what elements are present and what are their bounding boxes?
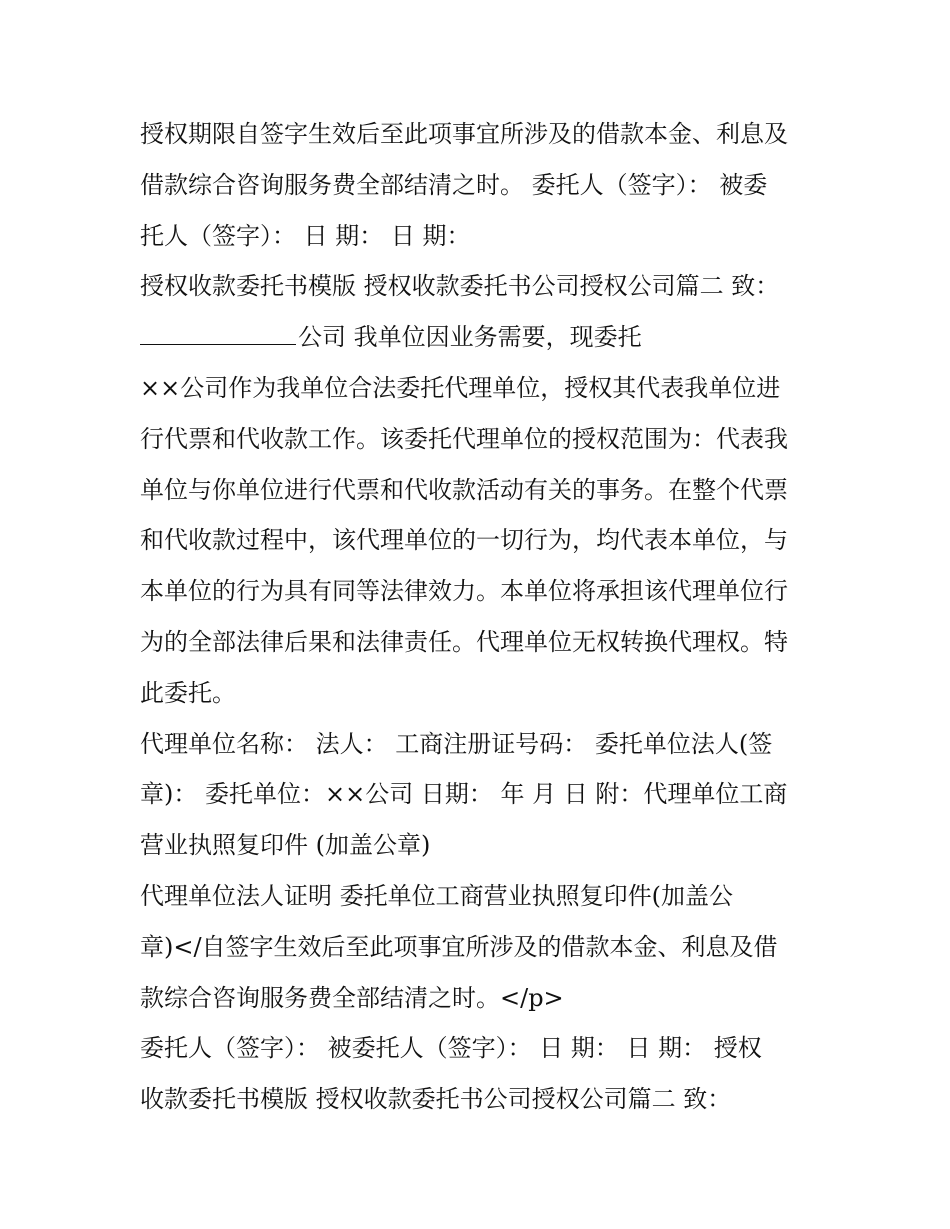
text-line: 授权期限自签字生效后至此项事宜所涉及的借款本金、利息及 (140, 120, 788, 148)
blank-fill-line (140, 318, 296, 345)
paragraph-closing (140, 1023, 820, 1125)
text-line: 款综合咨询服务费全部结清之时。</p> (140, 983, 564, 1012)
text-line: 此委托。 (140, 678, 236, 707)
text-line: 代理单位名称： 法人： 工商注册证号码： 委托单位法人(签 (140, 729, 773, 758)
text-line: 授权收款委托书模版 授权收款委托书公司授权公司篇二 致： (140, 272, 780, 301)
text-line: 单位与你单位进行代票和代收款活动有关的事务。在整个代票 (140, 475, 788, 504)
paragraph-signature-fields (140, 719, 820, 871)
document-body (140, 109, 820, 1125)
text-line: 为的全部法律后果和法律责任。代理单位无权转换代理权。特 (140, 627, 788, 656)
text-line: 委托人（签字）： 被委托人（签字）： 日 期： 日 期： 授权 (140, 1034, 762, 1063)
text-line: 和代收款过程中，该代理单位的一切行为，均代表本单位，与 (140, 526, 788, 555)
paragraph-authorization-scope (140, 363, 820, 719)
text-line: 本单位的行为具有同等法律效力。本单位将承担该代理单位行 (140, 577, 788, 606)
text-line: 营业执照复印件 (加盖公章) (140, 831, 431, 860)
text-line: 章)： 委托单位：××公司 日期： 年 月 日 附：代理单位工商 (140, 780, 788, 809)
text-line: 收款委托书模版 授权收款委托书公司授权公司篇二 致： (140, 1085, 732, 1114)
text-line: 行代票和代收款工作。该委托代理单位的授权范围为：代表我 (140, 424, 788, 453)
paragraph-authorization-term (140, 109, 820, 261)
text-line: 章)</自签字生效后至此项事宜所涉及的借款本金、利息及借 (140, 932, 778, 961)
blank-line-row (140, 312, 820, 363)
text-after-blank: 公司 我单位因业务需要，现委托 (298, 323, 642, 352)
text-line: ××公司作为我单位合法委托代理单位，授权其代表我单位进 (140, 373, 781, 402)
text-line: 代理单位法人证明 委托单位工商营业执照复印件(加盖公 (140, 881, 733, 910)
paragraph-attachments (140, 871, 820, 1023)
text-line: 借款综合咨询服务费全部结清之时。 委托人（签字）： 被委 (140, 170, 768, 199)
text-line: 托人（签字）： 日 期： 日 期： (140, 221, 471, 250)
paragraph-letter-heading (140, 261, 820, 363)
